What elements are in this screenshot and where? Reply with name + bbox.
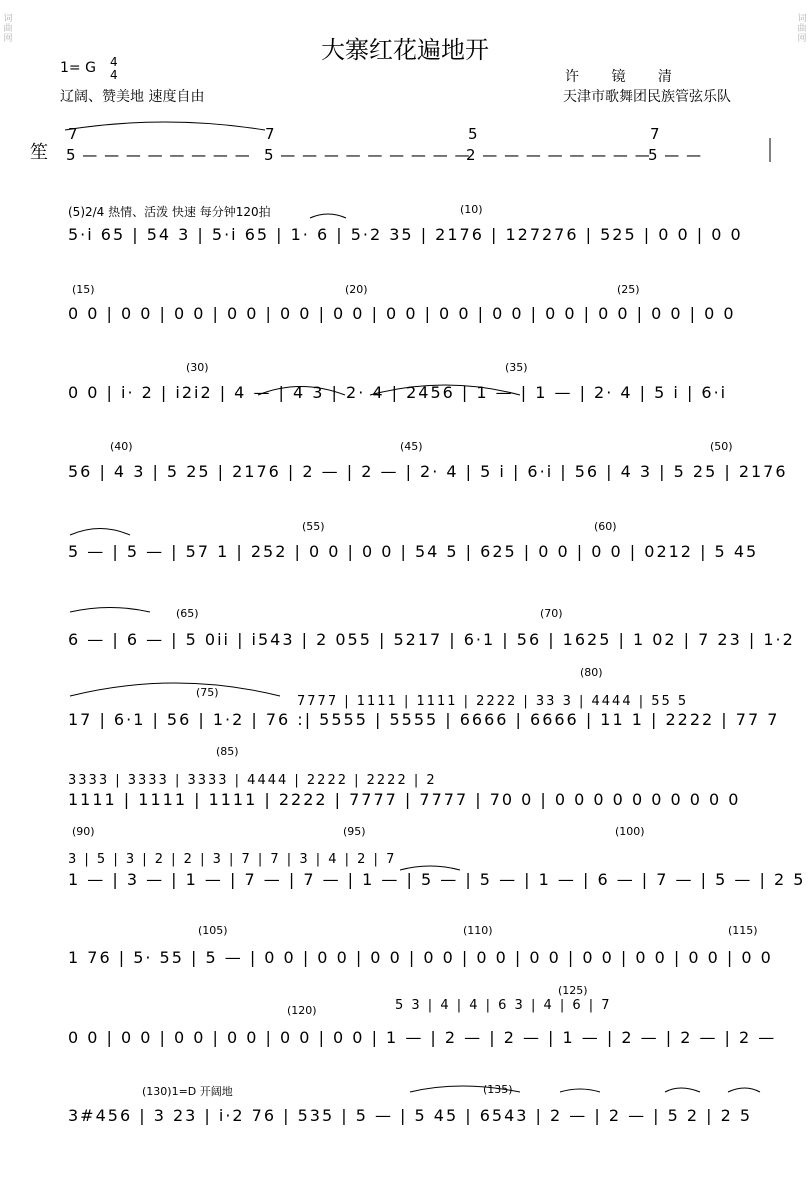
notation-row-9: 1111 | 1111 | 1111 | 2222 | 7777 | 7777 | 70 0 | 0 0 0 0 0 0 0 0 0 0 — [68, 790, 741, 809]
bar-number: (35) — [505, 361, 528, 374]
bar-number: (95) — [343, 825, 366, 838]
notation-row-12: 0 0 | 0 0 | 0 0 | 0 0 | 0 0 | 0 0 | 1 — | 2 — | 2 — | 1 — | 2 — | 2 — | 2 — — [68, 1028, 777, 1047]
bar-number: (115) — [728, 924, 758, 937]
notation-row-7: 6 — | 6 — | 5 0ii | i543 | 2 055 | 5217 | 6·1 | 56 | 1625 | 1 02 | 7 23 | 1·2 — [68, 630, 795, 649]
bar-number: (70) — [540, 607, 563, 620]
bar-number: (25) — [617, 283, 640, 296]
bar-number: (20) — [345, 283, 368, 296]
bar-number: (30) — [186, 361, 209, 374]
bar-number: (75) — [196, 686, 219, 699]
bar-number: (60) — [594, 520, 617, 533]
intro-bottom-4: 5 — — — [648, 146, 703, 164]
bar-number: (65) — [176, 607, 199, 620]
notation-row-3: 0 0 | 0 0 | 0 0 | 0 0 | 0 0 | 0 0 | 0 0 | 0 0 | 0 0 | 0 0 | 0 0 | 0 0 | 0 0 — [68, 304, 736, 323]
ensemble: 天津市歌舞团民族管弦乐队 — [563, 89, 731, 105]
chord-top-row-9: 3333 | 3333 | 3333 | 4444 | 2222 | 2222 | 2 — [68, 773, 437, 788]
bar-number: (45) — [400, 440, 423, 453]
bar-number: (130)1=D 开阔地 — [142, 1085, 233, 1098]
tempo-description: 辽阔、赞美地 速度自由 — [60, 89, 205, 105]
notation-row-11: 1 76 | 5· 55 | 5 — | 0 0 | 0 0 | 0 0 | 0 0 | 0 0 | 0 0 | 0 0 | 0 0 | 0 0 | 0 0 — [68, 948, 773, 967]
chord-top-row-10: 3 | 5 | 3 | 2 | 2 | 3 | 7 | 7 | 3 | 4 | 2 | 7 — [68, 852, 397, 867]
bar-number: (120) — [287, 1004, 317, 1017]
bar-number: (135) — [483, 1083, 513, 1096]
intro-top-4: 7 — [650, 125, 660, 143]
chord-top-row-8: 7777 | 1111 | 1111 | 2222 | 33 3 | 4444 | 55 5 — [297, 694, 689, 709]
intro-top-1: 7 — [68, 125, 78, 143]
watermark-text: 词曲网 — [3, 14, 13, 44]
bar-number: (110) — [463, 924, 493, 937]
bar-number: (125) — [558, 984, 588, 997]
time-signature-bottom: 4 — [110, 68, 118, 82]
watermark-text: 词曲网 — [797, 14, 807, 44]
bar-number: (50) — [710, 440, 733, 453]
intro-top-2: 7 — [265, 125, 275, 143]
score-title: 大寨红花遍地开 — [321, 36, 489, 64]
time-signature-top: 4 — [110, 55, 118, 69]
bar-number: (85) — [216, 745, 239, 758]
bar-number: (55) — [302, 520, 325, 533]
notation-row-10: 1 — | 3 — | 1 — | 7 — | 7 — | 1 — | 5 — | 5 — | 1 — | 6 — | 7 — | 5 — | 2 5 — [68, 870, 806, 889]
notation-row-5: 56 | 4 3 | 5 25 | 2176 | 2 — | 2 — | 2· 4 | 5 i | 6·i | 56 | 4 3 | 5 25 | 2176 — [68, 462, 788, 481]
intro-bottom-3: 2 — — — — — — — — — [466, 146, 651, 164]
key-signature: 1= G — [60, 60, 96, 76]
chord-top-row-12: 5 3 | 4 | 4 | 6 3 | 4 | 6 | 7 — [395, 998, 612, 1013]
intro-bottom-1: 5 — — — — — — — — — [66, 146, 251, 164]
intro-bottom-2: 5 — — — — — — — — — — [264, 146, 471, 164]
bar-number: (40) — [110, 440, 133, 453]
bar-number: (90) — [72, 825, 95, 838]
bar-number: (80) — [580, 666, 603, 679]
bar-number: (10) — [460, 203, 483, 216]
notation-row-8: 17 | 6·1 | 56 | 1·2 | 76 :| 5555 | 5555 | 6666 | 6666 | 11 1 | 2222 | 77 7 — [68, 710, 780, 729]
intro-top-3: 5 — [468, 125, 478, 143]
instrument-label: 笙 — [30, 142, 48, 163]
notation-row-13: 3#456 | 3 23 | i·2 76 | 535 | 5 — | 5 45 | 6543 | 2 — | 2 — | 5 2 | 2 5 — [68, 1106, 753, 1125]
notation-row-4: 0 0 | i· 2 | i2i2 | 4 — | 4 3 | 2· 4 | 2456 | 1 — | 1 — | 2· 4 | 5 i | 6·i — [68, 383, 728, 402]
author: 许 镜 清 — [565, 69, 686, 85]
tempo-mark: (5)2/4 热情、活泼 快速 每分钟120拍 — [68, 205, 271, 219]
bar-number: (100) — [615, 825, 645, 838]
bar-number: (105) — [198, 924, 228, 937]
bar-number: (15) — [72, 283, 95, 296]
notation-row-6: 5 — | 5 — | 57 1 | 252 | 0 0 | 0 0 | 54 5 | 625 | 0 0 | 0 0 | 0212 | 5 45 — [68, 542, 759, 561]
notation-row-2: 5·i 65 | 54 3 | 5·i 65 | 1· 6 | 5·2 35 | 2176 | 127276 | 525 | 0 0 | 0 0 — [68, 225, 743, 244]
